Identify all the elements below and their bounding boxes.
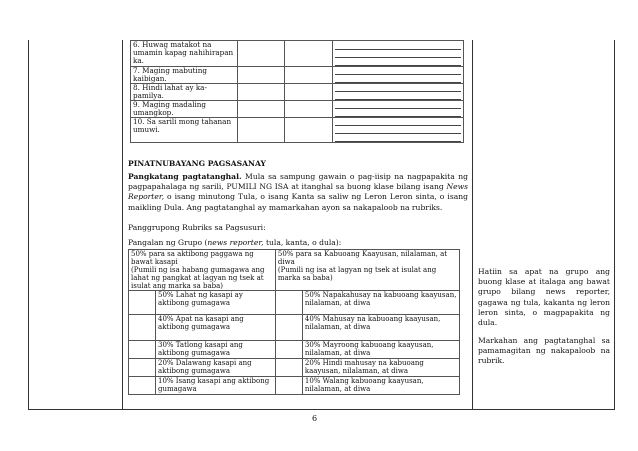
frame-divider-right [472,40,473,410]
table-row [129,291,460,315]
answer-cell[interactable] [333,118,464,143]
check-cell[interactable] [285,101,333,118]
table-row [131,84,464,101]
check-cell[interactable] [275,377,302,395]
check-cell[interactable] [285,41,333,67]
rubric-left-option: 40% Apat na kasapi ang aktibong gumagawa [156,315,276,341]
rubric-right-option: 20% Hindi mahusay na kabuoang kaayusan, nilalaman, at diwa [302,359,459,377]
paragraph-italic: News Reporter, [128,182,468,202]
rubric-left-header [129,250,276,291]
rubric-title: Panggrupong Rubriks sa Pagsusuri: [128,223,266,232]
rubric-left-option: 10% Isang kasapi ang aktibong gumagawa [156,377,276,395]
item-text: 6. Huwag matakot na umamin kapag nahihirapan ka. [131,41,238,67]
answer-cell[interactable] [333,41,464,67]
item-text: 10. Sa sarili mong tahanan umuwi. [131,118,238,143]
check-cell[interactable] [275,359,302,377]
instruction-paragraph [128,172,468,213]
paragraph-text: Mula sa sampung gawain o pag-iisip na nagpapakita ng pagpapahalaga ng sarili, PUMILI NG ISA at itanghal sa buong klase bilang isang [128,172,468,192]
group-name-line [128,238,468,248]
answer-cell[interactable] [333,84,464,101]
teacher-note-scoring: Markahan ang pagtatanghal sa pamamagitan ng nakapaloob na rubrik. [478,336,610,366]
rubric-left-option: 50% Lahat ng kasapi ay aktibong gumagawa [156,291,276,315]
answer-cell[interactable] [333,101,464,118]
check-cell[interactable] [275,291,302,315]
check-cell[interactable] [237,101,285,118]
check-cell[interactable] [275,315,302,341]
group-name-label: Pangalan ng Grupo ( [128,238,208,247]
table-row [129,315,460,341]
rubric-right-option: 50% Napakahusay na kabuoang kaayusan, nilalaman, at diwa [302,291,459,315]
rubric-right-header [275,250,459,291]
group-name-label: tula, kanta, o dula): [263,238,342,247]
rubric-left-header-title: 50% para sa aktibong paggawa ng bawat kasapi [131,250,254,266]
table-row [129,341,460,359]
table-row [131,101,464,118]
table-row [129,359,460,377]
rubric-left-header-note: (Pumili ng isa habang gumagawa ang lahat ng pangkat at lagyan ng tsek at isulat ang marka sa baba) [131,266,265,290]
rubric-left-option: 20% Dalawang kasapi ang aktibong gumagawa [156,359,276,377]
frame-left-border [28,40,29,410]
rubric-left-option: 30% Tatlong kasapi ang aktibong gumagawa [156,341,276,359]
page-number: 6 [312,414,318,423]
check-cell[interactable] [285,84,333,101]
check-cell[interactable] [129,341,156,359]
frame-divider-left [122,40,123,410]
check-cell[interactable] [129,315,156,341]
rubric-header-row [129,250,460,291]
item-text: 8. Hindi lahat ay ka-pamilya. [131,84,238,101]
item-text: 9. Maging madaling umangkop. [131,101,238,118]
table-row [131,41,464,67]
check-cell[interactable] [237,118,285,143]
check-cell[interactable] [237,67,285,84]
teacher-note-grouping: Hatiin sa apat na grupo ang buong klase at italaga ang bawat grupo bilang news reporter, gagawa ng tula, kakanta ng leron leron sinta, o magpapakita ng dula. [478,267,610,328]
rubric-right-option: 30% Mayroong kabuoang kaayusan, nilalaman, at diwa [302,341,459,359]
frame-right-border [614,40,615,410]
section-heading: PINATNUBAYANG PAGSASANAY [128,159,266,168]
rubric-right-header-title: 50% para sa Kabuoang Kaayusan, nilalaman, at diwa [277,250,448,266]
check-cell[interactable] [129,377,156,395]
group-name-italic: news reporter, [207,238,264,247]
paragraph-bold-lead: Pangkatang pagtatanghal. [128,172,242,181]
rubric-table [128,249,460,395]
item-text: 7. Maging mabuting kaibigan. [131,67,238,84]
frame-bottom-border [28,409,615,410]
answer-cell[interactable] [333,67,464,84]
rubric-right-option: 40% Mahusay na kabuoang kaayusan, nilalaman, at diwa [302,315,459,341]
table-row [131,67,464,84]
checklist-table [130,40,464,143]
table-row [129,377,460,395]
check-cell[interactable] [237,84,285,101]
check-cell[interactable] [129,359,156,377]
check-cell[interactable] [275,341,302,359]
paragraph-text: o isang minutong Tula, o isang Kanta sa saliw ng Leron Leron sinta, o isang maikling Dula. Ang pagtatanghal ay mamarkahan ayon sa nakapaloob na rubriks. [128,192,468,212]
check-cell[interactable] [129,291,156,315]
check-cell[interactable] [285,118,333,143]
check-cell[interactable] [285,67,333,84]
rubric-right-header-note: (Pumili ng isa at lagyan ng tsek at isulat ang marka sa baba) [277,266,437,282]
table-row [131,118,464,143]
check-cell[interactable] [237,41,285,67]
rubric-right-option: 10% Walang kabuoang kaayusan, nilalaman, at diwa [302,377,459,395]
